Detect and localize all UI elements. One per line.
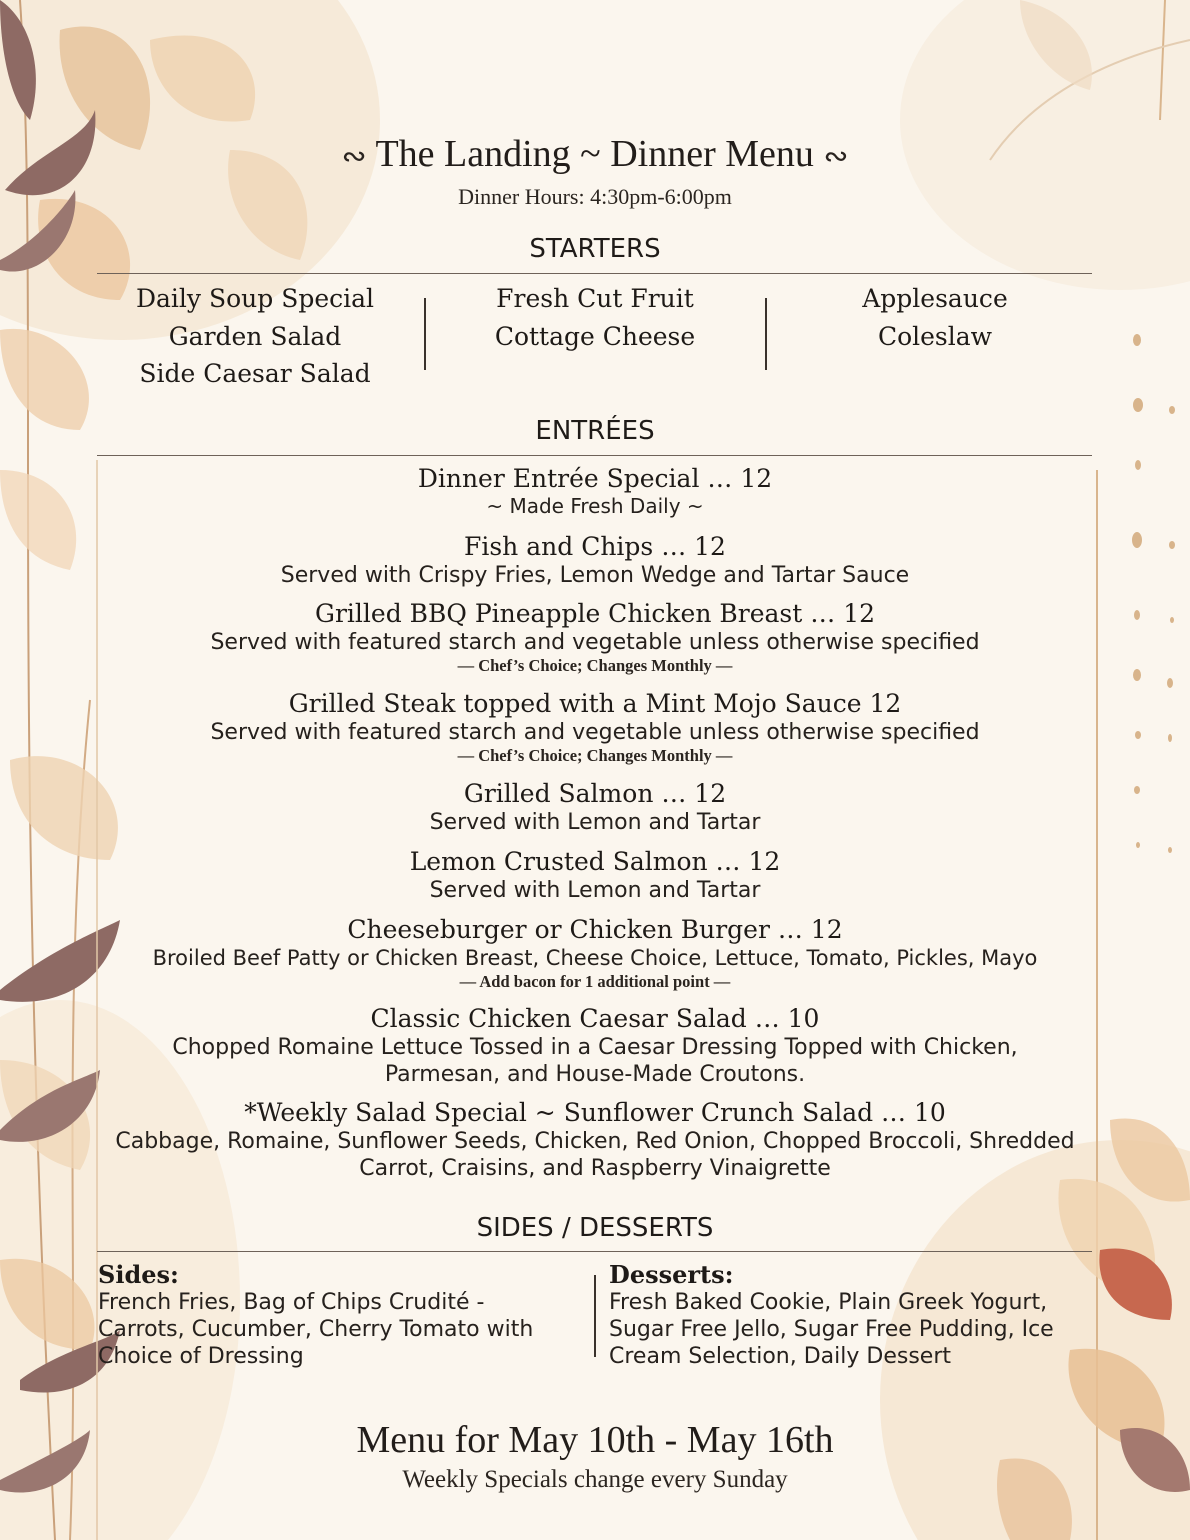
entree-note: — Chef’s Choice; Changes Monthly — xyxy=(457,656,733,675)
starter-item: Applesauce xyxy=(862,284,1008,313)
entree-description: Served with featured starch and vegetable unless otherwise specified xyxy=(210,720,980,745)
weekly-specials-note: Weekly Specials change every Sunday xyxy=(402,1466,788,1493)
entree-name: Grilled Salmon … 12 xyxy=(463,779,727,808)
sides-text: French Fries, Bag of Chips Crudité - Carrots, Cucumber, Cherry Tomato with Choice of Dressing xyxy=(98,1290,534,1369)
starters-column-divider xyxy=(765,298,767,370)
entree-description: Served with Lemon and Tartar xyxy=(429,878,761,903)
entree-name: Fish and Chips … 12 xyxy=(464,532,726,561)
entree-item xyxy=(0,915,1190,992)
entree-note: — Add bacon for 1 additional point — xyxy=(459,972,731,991)
starter-item: Fresh Cut Fruit xyxy=(496,284,694,313)
entree-name: Classic Chicken Caesar Salad … 10 xyxy=(370,1004,820,1033)
ornament-right-icon: ∾ xyxy=(823,140,849,173)
entrees-heading: ENTRÉES xyxy=(535,416,655,446)
sides-desserts-divider xyxy=(97,1251,1092,1252)
ornament-left-icon: ∾ xyxy=(341,140,367,173)
entree-description: Broiled Beef Patty or Chicken Breast, Cheese Choice, Lettuce, Tomato, Pickles, Mayo xyxy=(152,946,1038,970)
sides-desserts-column-divider xyxy=(594,1275,596,1357)
sides-label: Sides: xyxy=(98,1260,179,1289)
entree-description: Chopped Romaine Lettuce Tossed in a Caesar Dressing Topped with Chicken, Parmesan, and House-Made Croutons. xyxy=(172,1035,1018,1087)
starter-item: Garden Salad xyxy=(168,321,342,351)
entree-item xyxy=(0,532,1190,589)
starters-column-1 xyxy=(90,280,420,393)
entree-name: Cheeseburger or Chicken Burger … 12 xyxy=(347,915,843,944)
starter-item: Daily Soup Special xyxy=(135,284,375,313)
starter-item: Coleslaw xyxy=(877,321,993,351)
entree-description: Served with Lemon and Tartar xyxy=(429,810,761,835)
entree-description: Cabbage, Romaine, Sunflower Seeds, Chicken, Red Onion, Chopped Broccoli, Shredded Carrot, Craisins, and Raspberry Vinaigrette xyxy=(115,1129,1075,1181)
desserts-label: Desserts: xyxy=(609,1260,734,1289)
entree-note: — Chef’s Choice; Changes Monthly — xyxy=(457,746,733,765)
menu-title xyxy=(0,132,1190,176)
entree-item xyxy=(0,779,1190,836)
sides-desserts-heading: SIDES / DESSERTS xyxy=(476,1213,714,1243)
entree-description: Served with featured starch and vegetable unless otherwise specified xyxy=(210,630,980,655)
starters-heading: STARTERS xyxy=(529,234,661,264)
starters-divider xyxy=(97,273,1092,274)
entree-name: Grilled Steak topped with a Mint Mojo Sauce 12 xyxy=(288,689,902,718)
entree-item xyxy=(0,464,1190,518)
starters-column-3 xyxy=(770,280,1100,355)
entree-description: Served with Crispy Fries, Lemon Wedge and Tartar Sauce xyxy=(280,563,910,588)
entree-item xyxy=(0,847,1190,904)
menu-dates: Menu for May 10th - May 16th xyxy=(356,1419,834,1461)
entree-item xyxy=(0,1098,1190,1182)
starter-item: Side Caesar Salad xyxy=(139,359,371,388)
title-text: The Landing ~ Dinner Menu xyxy=(375,133,814,175)
entree-name: *Weekly Salad Special ~ Sunflower Crunch Salad … 10 xyxy=(244,1098,946,1127)
desserts-block xyxy=(609,1261,1084,1370)
starters-column-2 xyxy=(430,280,760,355)
starter-item: Cottage Cheese xyxy=(494,321,696,351)
entree-name: Dinner Entrée Special … 12 xyxy=(417,464,773,493)
entrees-divider xyxy=(97,455,1092,456)
entree-item xyxy=(0,599,1190,676)
entree-item xyxy=(0,689,1190,766)
desserts-text: Fresh Baked Cookie, Plain Greek Yogurt, Sugar Free Jello, Sugar Free Pudding, Ice Cream Selection, Daily Dessert xyxy=(609,1290,1054,1369)
sides-block xyxy=(98,1261,538,1370)
dinner-hours: Dinner Hours: 4:30pm-6:00pm xyxy=(458,184,732,209)
entree-name: Lemon Crusted Salmon … 12 xyxy=(409,847,781,876)
entree-description: ~ Made Fresh Daily ~ xyxy=(486,494,704,518)
entree-item xyxy=(0,1004,1190,1088)
starters-column-divider xyxy=(424,298,426,370)
entree-name: Grilled BBQ Pineapple Chicken Breast … 12 xyxy=(314,599,876,628)
